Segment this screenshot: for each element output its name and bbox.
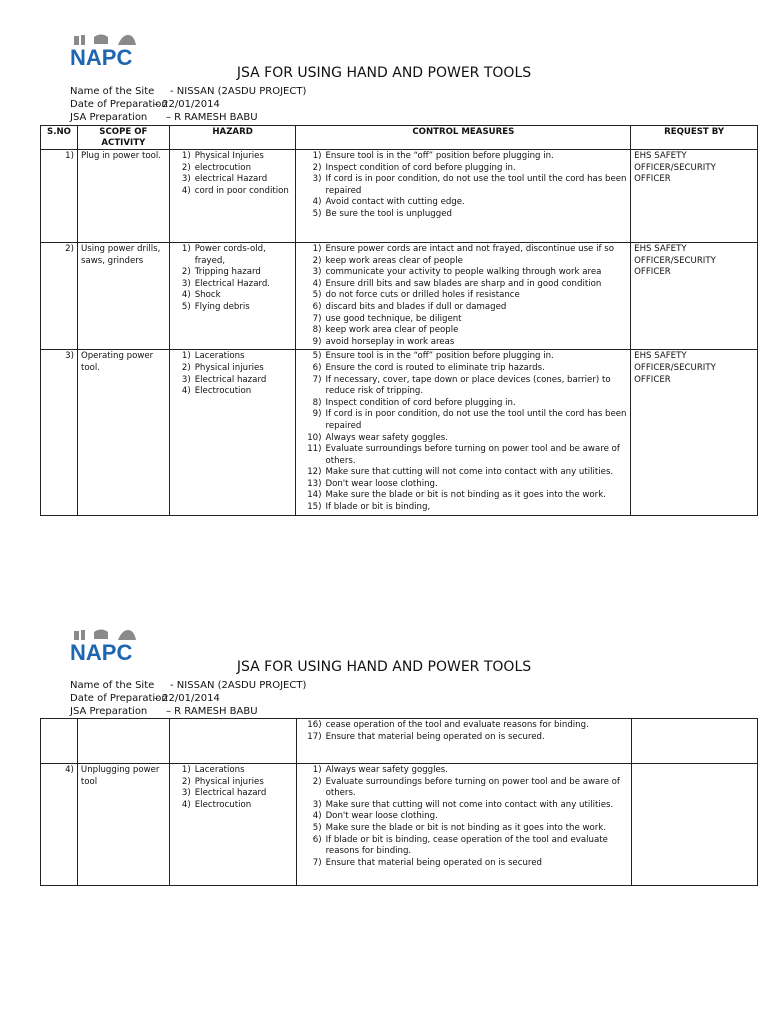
item-text: cord in poor condition: [194, 185, 289, 196]
header-scope: SCOPE OF ACTIVITY: [77, 126, 169, 150]
cell-controls: [296, 150, 631, 243]
table-row: [41, 243, 758, 350]
item-text: Inspect condition of cord before plugging in.: [325, 162, 516, 173]
cell-scope: Operating power tool.: [77, 350, 169, 516]
date-line: Date of Preparation – 22/01/2014: [70, 693, 220, 704]
item-text: Electrical Hazard.: [194, 278, 271, 289]
list-item: [299, 351, 627, 363]
cell-sno: [41, 719, 78, 764]
item-number: 4): [312, 811, 322, 822]
list-item: [299, 151, 627, 163]
list-item: [173, 351, 293, 363]
jsa-table-continued: [40, 718, 758, 886]
item-number: 14): [307, 490, 322, 501]
item-text: If cord is in poor condition, do not use the tool until the cord has been repaired: [325, 174, 627, 196]
item-text: Physical injuries: [194, 362, 264, 373]
list-item: [173, 363, 293, 375]
item-text: Always wear safety goggles.: [325, 765, 449, 775]
header-hazard: HAZARD: [169, 126, 296, 150]
list-item: [173, 163, 293, 175]
item-text: Tripping hazard: [194, 267, 261, 278]
cell-request: [631, 150, 758, 243]
item-text: Electrocution: [194, 386, 252, 397]
jsa-table-body: [41, 150, 758, 516]
cell-hazards: [169, 350, 296, 516]
item-text: Lacerations: [194, 351, 245, 362]
item-number: 3): [181, 174, 191, 185]
list-item: [299, 337, 627, 349]
item-text: Shock: [194, 290, 221, 301]
request-line: OFFICER/SECURITY: [634, 362, 716, 373]
item-number: 4): [181, 386, 191, 397]
item-number: 2): [312, 255, 322, 266]
list-item: [299, 325, 627, 337]
request-line: EHS SAFETY: [634, 351, 687, 362]
item-number: 6): [312, 362, 322, 373]
item-number: 1): [181, 351, 191, 362]
item-number: 3): [181, 374, 191, 385]
header-sno: S.NO: [41, 126, 78, 150]
request-line: OFFICER/SECURITY: [634, 162, 716, 173]
cell-sno: 2): [41, 243, 78, 350]
cell-scope: Plug in power tool.: [77, 150, 169, 243]
request-line: OFFICER: [634, 174, 671, 185]
cell-controls: [296, 350, 631, 516]
item-number: 2): [181, 162, 191, 173]
list-item: [173, 777, 293, 789]
cell-request: [631, 764, 758, 886]
jsa-table: [40, 125, 758, 516]
list-item: [300, 800, 628, 812]
jsa-table-body: [41, 719, 758, 886]
item-text: use good technique, be diligent: [325, 313, 462, 324]
item-text: Ensure that material being operated on is secured.: [325, 731, 545, 742]
item-text: If blade or bit is binding,: [325, 502, 431, 513]
list-item: [300, 858, 628, 870]
list-item: [299, 409, 627, 432]
list-item: [300, 811, 628, 823]
item-text: Make sure that cutting will not come into contact with any utilities.: [325, 799, 614, 810]
item-text: Make sure that cutting will not come into contact with any utilities.: [325, 467, 614, 478]
list-item: [173, 375, 293, 387]
request-line: OFFICER: [634, 374, 671, 385]
item-number: 2): [312, 776, 322, 787]
list-item: [299, 244, 627, 256]
item-number: 4): [312, 197, 322, 208]
item-text: Electrical hazard: [194, 788, 267, 799]
list-item: [299, 314, 627, 326]
item-number: 4): [181, 799, 191, 810]
item-number: 4): [181, 185, 191, 196]
item-text: Ensure drill bits and saw blades are sharp and in good condition: [325, 278, 602, 289]
item-text: Evaluate surroundings before turning on power tool and be aware of others.: [325, 776, 620, 799]
list-item: [300, 720, 628, 732]
item-text: Ensure the cord is routed to eliminate trip hazards.: [325, 362, 545, 373]
napc-logo: [70, 33, 144, 70]
item-number: 3): [312, 174, 322, 185]
header-control: CONTROL MEASURES: [296, 126, 631, 150]
item-text: If blade or bit is binding, cease operation of the tool and evaluate reasons for binding.: [325, 834, 608, 857]
cell-hazards: [169, 150, 296, 243]
item-text: Physical injuries: [194, 776, 264, 787]
list-item: [173, 386, 293, 398]
item-number: 10): [307, 432, 322, 443]
item-number: 5): [312, 351, 322, 362]
header-request: REQUEST BY: [631, 126, 758, 150]
item-text: Don't wear loose clothing.: [325, 478, 438, 489]
item-text: Inspect condition of cord before plugging in.: [325, 397, 516, 408]
item-number: 8): [312, 325, 322, 336]
item-number: 4): [181, 290, 191, 301]
item-number: 2): [181, 362, 191, 373]
list-item: [299, 279, 627, 291]
item-text: Lacerations: [194, 765, 245, 775]
request-line: OFFICER/SECURITY: [634, 255, 716, 266]
item-text: Avoid contact with cutting edge.: [325, 197, 465, 208]
item-number: 5): [312, 822, 322, 833]
item-number: 5): [181, 301, 191, 312]
list-item: [299, 479, 627, 491]
site-line: Name of the Site - NISSAN (2ASDU PROJECT): [70, 680, 307, 691]
list-item: [173, 788, 293, 800]
list-item: [299, 433, 627, 445]
prep-line: JSA Preparation – R RAMESH BABU: [70, 706, 258, 717]
table-row: [41, 719, 758, 764]
logo-text: NAPC: [70, 45, 133, 70]
list-item: [299, 490, 627, 502]
table-header-row: [41, 126, 758, 150]
item-text: Ensure that material being operated on is secured: [325, 857, 542, 868]
item-number: 9): [312, 336, 322, 347]
list-item: [173, 186, 293, 198]
item-number: 13): [307, 478, 322, 489]
item-number: 3): [312, 267, 322, 278]
item-number: 3): [181, 278, 191, 289]
item-number: 7): [312, 313, 322, 324]
item-text: Ensure tool is in the “off” position before plugging in.: [325, 151, 554, 161]
item-number: 2): [181, 267, 191, 278]
item-number: 5): [312, 290, 322, 301]
item-number: 6): [312, 834, 322, 845]
list-item: [299, 502, 627, 514]
item-number: 3): [181, 788, 191, 799]
list-item: [299, 467, 627, 479]
item-text: cease operation of the tool and evaluate reasons for binding.: [325, 720, 589, 730]
list-item: [173, 765, 293, 777]
cell-request: [631, 719, 758, 764]
list-item: [299, 444, 627, 467]
item-text: Power cords-old, frayed,: [194, 244, 266, 266]
request-line: EHS SAFETY: [634, 244, 687, 254]
page-title: JSA FOR USING HAND AND POWER TOOLS: [236, 659, 532, 675]
item-text: Make sure the blade or bit is not binding as it goes into the work.: [325, 490, 606, 501]
item-text: do not force cuts or drilled holes if resistance: [325, 290, 520, 301]
item-number: 1): [181, 244, 191, 254]
item-text: electrocution: [194, 162, 252, 173]
list-item: [300, 823, 628, 835]
list-item: [173, 302, 293, 314]
cell-hazards: [169, 764, 296, 886]
list-item: [173, 151, 293, 163]
list-item: [299, 375, 627, 398]
item-text: electrical Hazard: [194, 174, 268, 185]
item-text: avoid horseplay in work areas: [325, 336, 455, 347]
cell-sno: 3): [41, 350, 78, 516]
list-item: [173, 174, 293, 186]
request-line: OFFICER: [634, 267, 671, 278]
list-item: [300, 835, 628, 858]
cell-hazards: [169, 719, 296, 764]
item-number: 7): [312, 857, 322, 868]
list-item: [173, 290, 293, 302]
item-text: Electrocution: [194, 799, 252, 810]
item-text: Electrical hazard: [194, 374, 267, 385]
item-number: 1): [181, 151, 191, 161]
table-row: [41, 150, 758, 243]
item-number: 17): [307, 731, 322, 742]
request-line: EHS SAFETY: [634, 151, 687, 161]
date-line: Date of Preparation – 22/01/2014: [70, 99, 220, 110]
cell-request: [631, 350, 758, 516]
list-item: [299, 267, 627, 279]
list-item: [173, 800, 293, 812]
item-number: 2): [181, 776, 191, 787]
cell-request: [631, 243, 758, 350]
prep-line: JSA Preparation – R RAMESH BABU: [70, 112, 258, 123]
item-text: Physical Injuries: [194, 151, 264, 161]
list-item: [300, 732, 628, 744]
cell-controls: [296, 719, 631, 764]
item-text: If necessary, cover, tape down or place devices (cones, barrier) to reduce risk of tripping.: [325, 374, 611, 397]
cell-controls: [296, 243, 631, 350]
list-item: [300, 765, 628, 777]
item-number: 1): [312, 765, 322, 775]
item-text: Ensure power cords are intact and not frayed, discontinue use if so: [325, 244, 614, 254]
list-item: [299, 197, 627, 209]
list-item: [173, 279, 293, 291]
item-text: Evaluate surroundings before turning on power tool and be aware of others.: [325, 444, 620, 466]
cell-sno: 1): [41, 150, 78, 243]
item-number: 1): [312, 244, 322, 254]
item-text: Flying debris: [194, 301, 250, 312]
item-number: 7): [312, 374, 322, 385]
item-number: 4): [312, 278, 322, 289]
list-item: [173, 267, 293, 279]
list-item: [299, 398, 627, 410]
item-text: Ensure tool is in the “off” position before plugging in.: [325, 351, 554, 362]
item-number: 2): [312, 162, 322, 173]
item-text: communicate your activity to people walking through work area: [325, 267, 602, 278]
cell-controls: [296, 764, 631, 886]
item-text: keep work areas clear of people: [325, 255, 463, 266]
list-item: [173, 244, 293, 267]
table-row: [41, 350, 758, 516]
cell-scope: [77, 719, 169, 764]
list-item: [299, 256, 627, 268]
list-item: [299, 163, 627, 175]
item-text: keep work area clear of people: [325, 325, 459, 336]
item-text: Make sure the blade or bit is not binding as it goes into the work.: [325, 822, 607, 833]
item-text: If cord is in poor condition, do not use the tool until the cord has been repaired: [325, 409, 627, 431]
item-number: 5): [312, 208, 322, 219]
cell-scope: Unplugging power tool: [77, 764, 169, 886]
item-number: 16): [307, 720, 322, 730]
item-number: 15): [307, 502, 322, 513]
logo-text: NAPC: [70, 640, 133, 665]
list-item: [299, 174, 627, 197]
cell-scope: Using power drills, saws, grinders: [77, 243, 169, 350]
item-text: Don't wear loose clothing.: [325, 811, 438, 822]
item-text: discard bits and blades if dull or damaged: [325, 301, 507, 312]
item-text: Be sure the tool is unplugged: [325, 208, 452, 219]
cell-hazards: [169, 243, 296, 350]
table-row: [41, 764, 758, 886]
list-item: [299, 290, 627, 302]
list-item: [299, 302, 627, 314]
item-text: Always wear safety goggles.: [325, 432, 448, 443]
item-number: 12): [307, 467, 322, 478]
item-number: 11): [307, 444, 322, 455]
list-item: [299, 209, 627, 221]
item-number: 8): [312, 397, 322, 408]
item-number: 6): [312, 301, 322, 312]
item-number: 3): [312, 799, 322, 810]
page-2: [0, 600, 768, 1024]
item-number: 9): [312, 409, 322, 420]
napc-logo: [70, 628, 144, 665]
list-item: [299, 363, 627, 375]
item-number: 1): [181, 765, 191, 775]
cell-sno: 4): [41, 764, 78, 886]
item-number: 1): [312, 151, 322, 161]
list-item: [300, 777, 628, 800]
page-title: JSA FOR USING HAND AND POWER TOOLS: [236, 65, 532, 81]
site-line: Name of the Site - NISSAN (2ASDU PROJECT): [70, 86, 307, 97]
